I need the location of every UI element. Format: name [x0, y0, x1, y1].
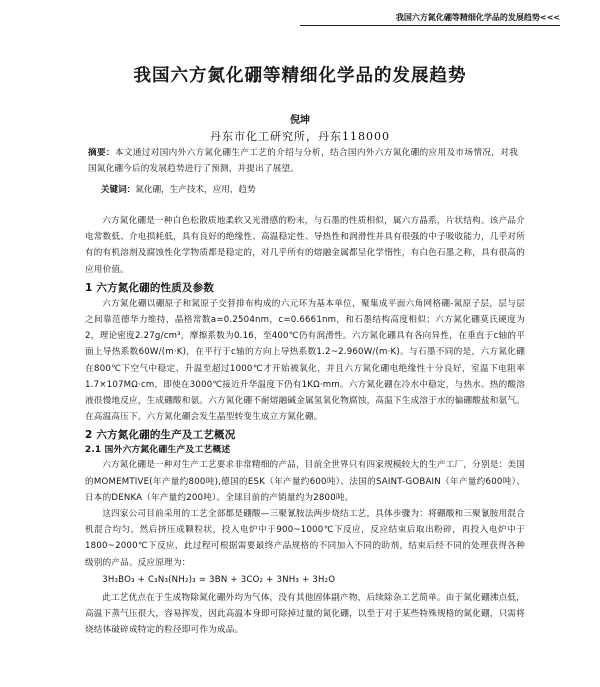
section-2-paragraph-3: 此工艺优点在于生成物除氮化硼外均为气体，没有其他固体副产物，后续除杂工艺简单。由于氮化硼沸点低，高温下蒸气压很大，容易挥发，因此高温本身即可除掉过量的氮化硼，以至于对于某些特殊规格的氮化硼，只需将烧结体破碎成特定的粒径即可作为成品。 — [85, 593, 525, 636]
abstract-text: 本文通过对国内外六方氮化硼生产工艺的介绍与分析，结合国内外六方氮化硼的应用及市场情况，对我国氮化硼今后的发展趋势进行了预测，并提出了展望。 — [88, 148, 518, 174]
section-1-paragraph: 六方氮化硼以硼原子和氮原子交替排布构成的六元环为基本单位，聚集成平面六角网格硼-氮原子层，层与层之间靠范德华力维持，晶格常数a=0.2504nm，c=0.6661nm，和石墨结构高度相似；六方氮化硼莫氏硬度为2，理论密度2.27g/cm³，摩擦系数为0.16，至400℃仍有润滑性。六方氮化硼具有各向异性，在垂直于c轴的平面上导热系数60W/(m·K)，在平行于c轴的方向上导热系数1.2~2.960W/(m·K)。与石墨不同的是，六方氮化硼在800℃下空气中稳定、升温至超过1000℃才开始被氧化，并且六方氮化硼电绝缘性十分良好，室温下电阻率1.7×107MΩ·cm，即使在3000℃接近升华温度下仍有1KΩ·mm。六方氮化硼在冷水中稳定，与热水、热的酸溶液很慢地反应，生成硼酸和氨。六方氮化硼不耐熔融碱金属氢氧化物腐蚀，高温下生成溶于水的偏硼酸盐和氨气。在高温高压下，六方氮化硼会发生晶型转变生成立方氮化硼。 — [85, 298, 525, 423]
running-head: 我国六方氮化硼等精细化学品的发展趋势<<< — [395, 13, 560, 22]
article-body — [85, 213, 525, 639]
section-2-heading: 2 六方氮化硼的生产及工艺概况 — [85, 429, 236, 442]
abstract-label: 摘要： — [88, 148, 115, 158]
intro-paragraph: 六方氮化硼是一种白色松散质地柔软又光滑感的粉末，与石墨的性质相似，属六方晶系，片状结构。该产品介电常数低、介电损耗低，具有良好的绝缘性、高温稳定性、导热性和润滑性并具有很强的中子吸收能力，几乎对所有的有机溶剂及腐蚀性化学物质都是稳定的，对几乎所有的熔融金属都呈化学惰性，有白色石墨之称，具有很高的应用价值。 — [85, 216, 525, 275]
author-name: 倪坤 — [290, 115, 310, 126]
keywords-label: 关键词： — [100, 185, 136, 195]
article-title: 我国六方氮化硼等精细化学品的发展趋势 — [133, 66, 467, 86]
section-2-paragraph-2: 这四家公司目前采用的工艺全部都是硼酸—三聚氰胺法两步烧结工艺，具体步骤为：将硼酸和三聚氰胺用混合机混合均匀，然后挤压成颗粒状，投入电炉中于900~1000℃下反应，反应结束后取出粉碎，再投入电炉中于1800~2000℃下反应，此过程可根据需要最终产品规格的不同加入不同的助剂，结束后经不同的处理获得各种级别的产品。反应原理为： — [85, 509, 525, 568]
section-1-heading: 1 六方氮化硼的性质及参数 — [85, 281, 215, 294]
abstract — [88, 145, 518, 177]
author-affiliation: 丹东市化工研究所，丹东118000 — [210, 130, 390, 143]
header-rule — [300, 25, 560, 26]
keywords-text: 氮化硼，生产技术，应用，趋势 — [135, 185, 256, 195]
section-2-1-heading: 2.1 国外六方氮化硼生产及工艺概述 — [85, 445, 231, 456]
keywords — [88, 182, 518, 198]
reaction-formula: 3H₃BO₃ + C₃N₃(NH₂)₃ = 3BN + 3CO₂ + 3NH₃ + 3H₂O — [102, 574, 336, 585]
section-2-paragraph-1: 六方氮化硼是一种对生产工艺要求非常精细的产品，目前全世界只有四家规模较大的生产工厂，分别是：美国的MOMEMTIVE(年产量约800吨),德国的ESK（年产量约600吨）、法国的SAINT-GOBAIN（年产量约600吨）、日本的DENKA（年产量约200吨）。全球目前的产销量约为2800吨。 — [85, 460, 525, 503]
